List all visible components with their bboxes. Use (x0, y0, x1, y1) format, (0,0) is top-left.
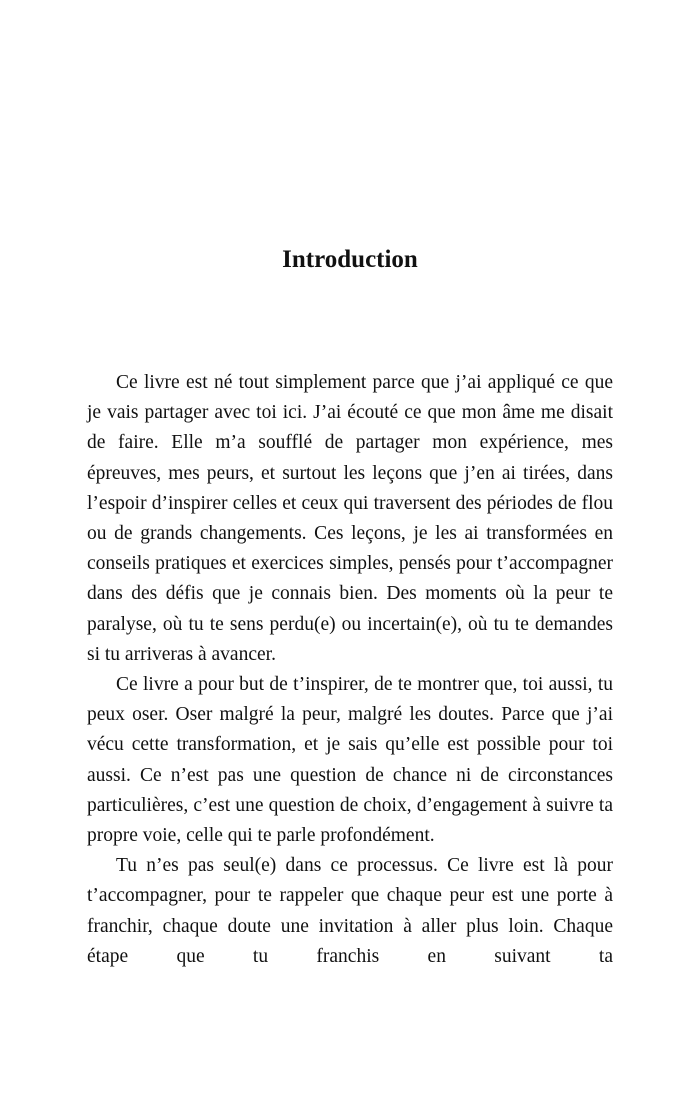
paragraph: Ce livre est né tout simplement parce que j’ai appliqué ce que je vais partager avec toi ici. J’ai écouté ce que mon âme me disait de faire. Elle m’a soufflé de partager mon expérience, mes épreuves, mes peurs, et surtout les leçons que j’en ai tirées, dans l’espoir d’inspirer celles et ceux qui traversent des périodes de flou ou de grands changements. Ces leçons, je les ai transformées en conseils pratiques et exercices simples, pensés pour t’accompagner dans des défis que je connais bien. Des moments où la peur te paralyse, où tu te sens perdu(e) ou incertain(e), où tu te demandes si tu arriveras à avancer. (87, 372, 613, 665)
paragraph: Tu n’es pas seul(e) dans ce processus. Ce livre est là pour t’accompagner, pour te rappeler que chaque peur est une porte à franchir, chaque doute une invitation à aller plus loin. Chaque étape que tu franchis en suivant ta (87, 855, 613, 967)
chapter-body (87, 368, 613, 972)
chapter-title: Introduction (282, 246, 418, 273)
paragraph: Ce livre a pour but de t’inspirer, de te montrer que, toi aussi, tu peux oser. Oser malgré la peur, malgré les doutes. Parce que j’ai vécu cette transformation, et je sais qu’elle est possible pour toi aussi. Ce n’est pas une question de chance ni de circonstances particulières, c’est une question de choix, d’engagement à suivre ta propre voie, celle qui te parle profondément. (87, 674, 613, 847)
